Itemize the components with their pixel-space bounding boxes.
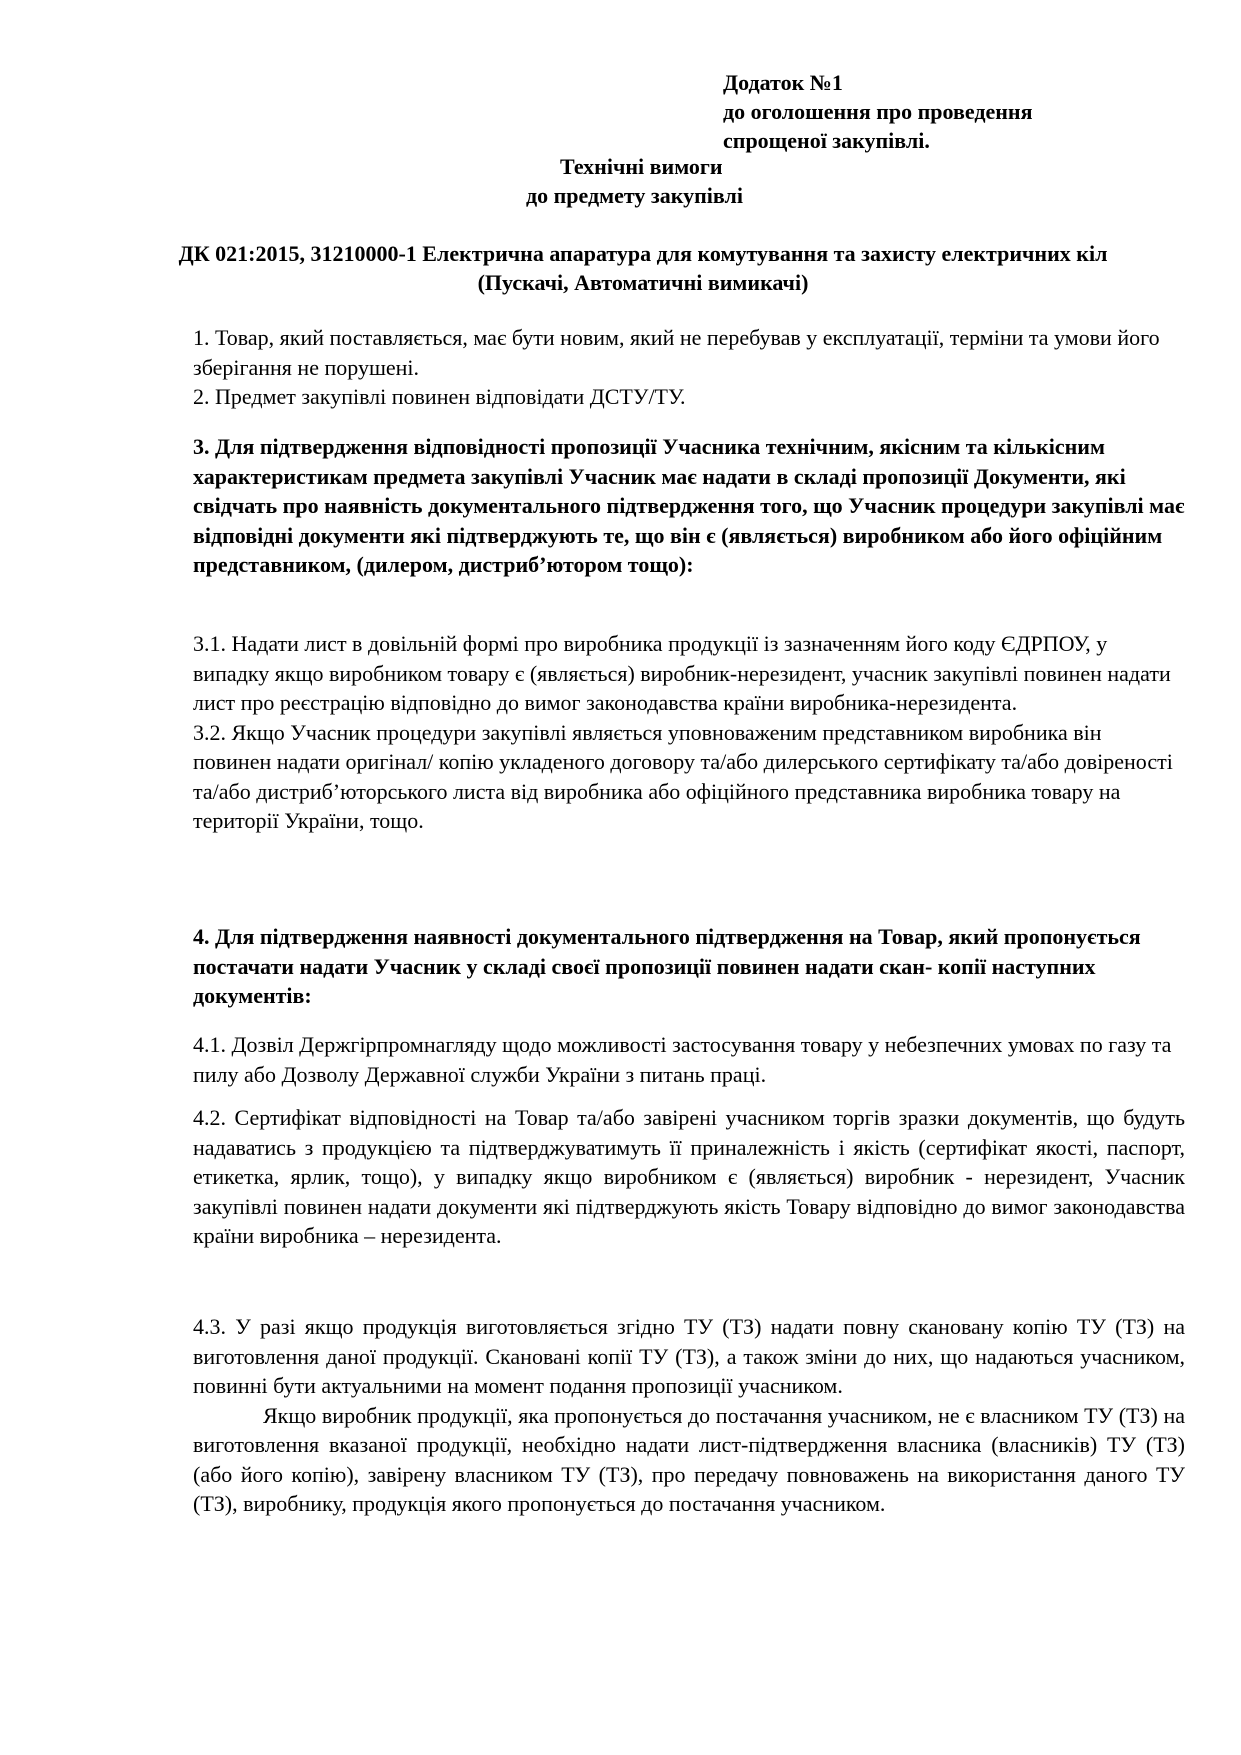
addendum-line: до оголошення про проведення	[723, 99, 1033, 124]
paragraph-4-3: 4.3. У разі якщо продукція виготовляється згідно ТУ (ТЗ) надати повну скановану копію ТУ (ТЗ) на виготовлення даної продукції. Скановані копії ТУ (ТЗ), а також зміни до них, що надаються учасником, повинні бути актуальними на момент подання пропозиції учасником.	[193, 1314, 1185, 1398]
paragraph-4-3-continued: Якщо виробник продукції, яка пропонується до постачання учасником, не є власником ТУ (ТЗ) на виготовлення вказаної продукції, необхідно надати лист-підтвердження власника (власників) ТУ (ТЗ) (або його копію), завірену власником ТУ (ТЗ), про передачу повноважень на використання даного ТУ (ТЗ), виробнику, продукція якого пропонується до постачання учасником.	[193, 1402, 1185, 1516]
subtitle-line: до предмету закупівлі	[526, 183, 743, 208]
section-4-2	[193, 1103, 1185, 1251]
addendum-line: спрощеної закупівлі.	[723, 128, 930, 153]
addendum-header	[723, 68, 1033, 155]
paragraph-2: 2. Предмет закупівлі повинен відповідати ДСТУ/ТУ.	[193, 384, 686, 409]
paragraph-4-2: 4.2. Сертифікат відповідності на Товар та/або завірені учасником торгів зразки документів, що будуть надаватись з продукцією та підтверджуватимуть її приналежність і якість (сертифікат якості, паспорт, етикетка, ярлик, тощо), у випадку якщо виробником є (являється) виробник - нерезидент, Учасник закупівлі повинен надати документи які підтверджують якість Товару відповідно до вимог законодавства країни виробника – нерезидента.	[193, 1105, 1185, 1248]
section-1-2	[193, 323, 1185, 412]
section-4-3	[193, 1312, 1185, 1519]
paragraph-3: 3. Для підтвердження відповідності пропозиції Учасника технічним, якісним та кількісним характеристикам предмета закупівлі Учасник має надати в складі пропозиції Документи, які свідчать про наявність документального підтвердження того, що Учасник процедури закупівлі має відповідні документи які підтверджують те, що він є (являється) виробником або його офіційним представником, (дилером, дистриб’ютором тощо):	[193, 434, 1185, 577]
paragraph-1: 1. Товар, який поставляється, має бути новим, який не перебував у експлуатації, терміни та умови його зберігання не порушені.	[193, 325, 1160, 380]
section-4-heading	[193, 922, 1185, 1011]
title-line: Технічні вимоги	[560, 154, 723, 179]
paragraph-4: 4. Для підтвердження наявності документального підтвердження на Товар, який пропонується постачати надати Учасник у складі своєї пропозиції повинен надати скан- копії наступних документів:	[193, 924, 1141, 1008]
section-4-1	[193, 1030, 1185, 1089]
addendum-line: Додаток №1	[723, 70, 843, 95]
paragraph-4-1: 4.1. Дозвіл Держгірпромнагляду щодо можливості застосування товару у небезпечних умовах по газу та пилу або Дозволу Державної служби України з питань праці.	[193, 1032, 1172, 1087]
dk-code-line: ДК 021:2015, 31210000-1 Електрична апаратура для комутування та захисту електричних кіл	[178, 241, 1108, 266]
dk-classification	[108, 239, 1178, 297]
section-3-heading	[193, 432, 1185, 580]
paragraph-3-2: 3.2. Якщо Учасник процедури закупівлі являється уповноваженим представником виробника він повинен надати оригінал/ копію укладеного договору та/або дилерського сертифікату та/або довіреності та/або дистриб’юторського листа від виробника або офіційного представника виробника товару на території України, тощо.	[193, 719, 1173, 833]
paragraph-3-1: 3.1. Надати лист в довільній формі про виробника продукції із зазначенням його коду ЄДРПОУ, у випадку якщо виробником товару є (являється) виробник-нерезидент, учасник закупівлі повинен надати лист про реєстрацію відповідно до вимог законодавства країни виробника-нерезидента.	[193, 631, 1171, 715]
section-3-items	[193, 629, 1185, 836]
dk-items-line: (Пускачі, Автоматичні вимикачі)	[477, 270, 809, 295]
